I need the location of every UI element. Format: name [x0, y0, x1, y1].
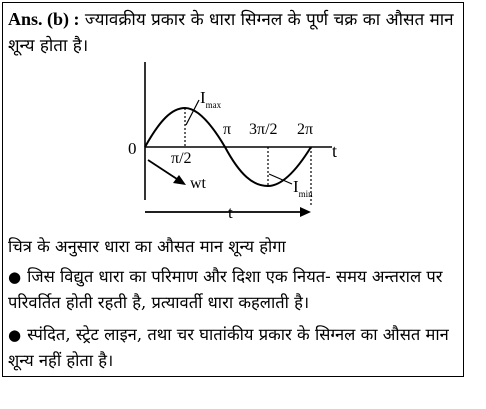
label-imax — [200, 88, 222, 110]
answer-label: Ans. (b) : — [8, 9, 80, 29]
label-three-pi-over-2: 3π/2 — [249, 121, 278, 138]
label-t-bottom: t — [228, 203, 233, 222]
label-wt: wt — [190, 175, 206, 192]
label-two-pi: 2π — [297, 121, 314, 138]
bullet-point-1-text: जिस विद्युत धारा का परिमाण और दिशा एक नियत- समय अन्तराल पर परिवर्तित होती रहती है, प्रत्यावर्ती धारा कहलाती है। — [8, 267, 443, 312]
answer-text: ज्यावक्रीय प्रकार के धारा सिग्नल के पूर्ण चक्र का औसत मान शून्य होता है। — [8, 10, 454, 56]
bullet-point-2-text: स्पंदित, स्ट्रेट लाइन, तथा चर घातांकीय प्रकार के सिग्नल का औसत मान शून्य नहीं होता है। — [8, 325, 449, 370]
bullet-point-2 — [8, 322, 462, 373]
imax-main: I — [200, 88, 206, 107]
imax-sub: max — [205, 100, 222, 110]
label-imin — [293, 177, 313, 199]
caption-text: चित्र के अनुसार धारा का औसत मान शून्य होगा — [8, 237, 286, 256]
bullet-point-1 — [8, 264, 462, 315]
label-pi-over-2: π/2 — [171, 150, 192, 167]
bullet-icon: ● — [8, 268, 22, 286]
t-arrowhead — [300, 207, 311, 217]
bullet-icon: ● — [8, 326, 22, 344]
imin-main: I — [293, 177, 299, 196]
imin-sub: min — [298, 189, 313, 199]
wt-arrowhead — [173, 175, 186, 185]
x-axis-label: t — [332, 141, 338, 161]
origin-label: 0 — [128, 139, 137, 158]
label-pi: π — [223, 121, 232, 138]
